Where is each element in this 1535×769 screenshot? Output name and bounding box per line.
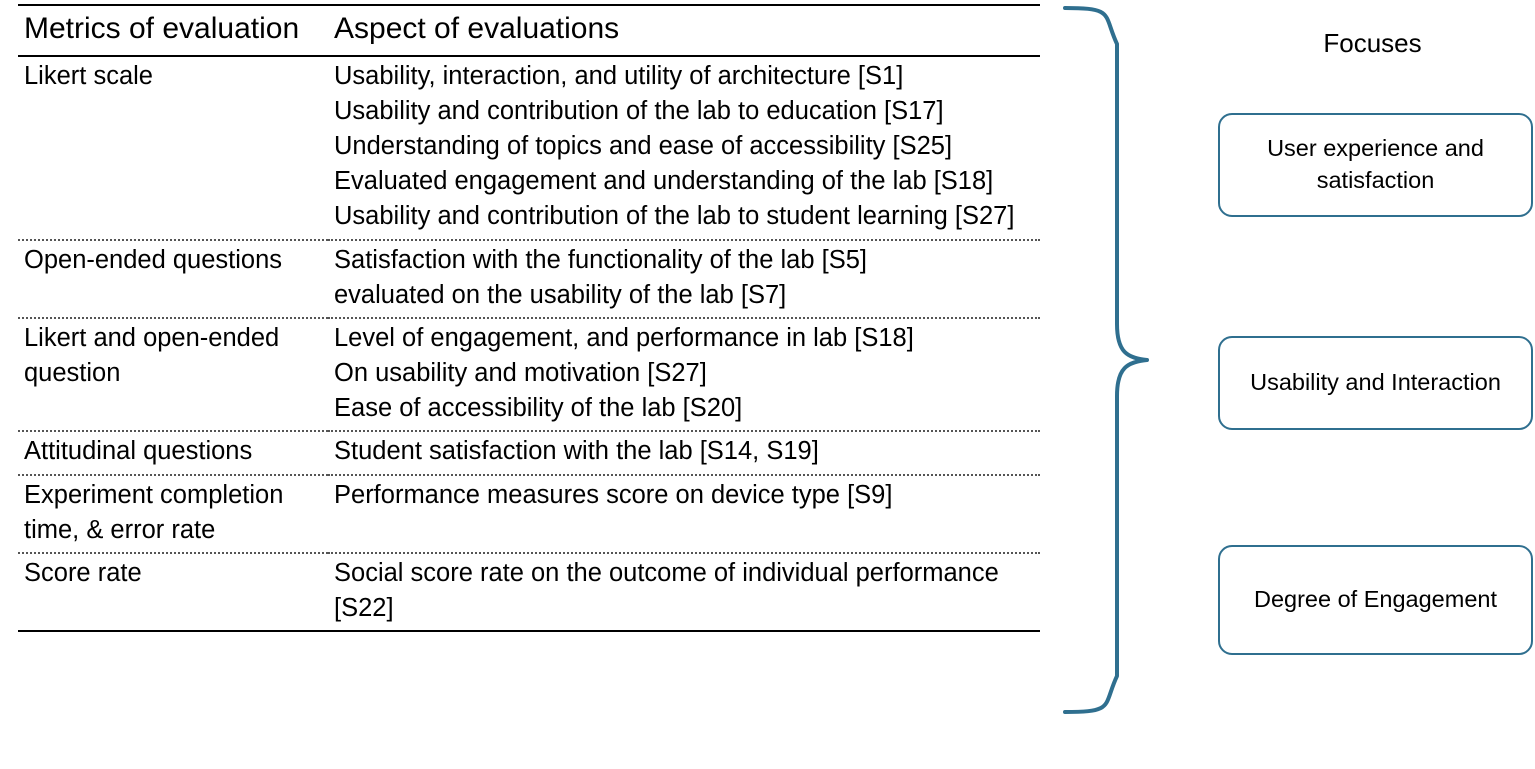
aspect-line: Usability and contribution of the lab to education [S17]	[334, 96, 944, 125]
aspect-cell	[328, 318, 1040, 432]
column-header-metrics: Metrics of evaluation	[18, 5, 328, 56]
table-row	[18, 475, 1040, 553]
table-head	[18, 5, 1040, 56]
table-row	[18, 318, 1040, 432]
aspect-line: On usability and motivation [S27]	[334, 359, 707, 388]
aspect-cell	[328, 475, 1040, 553]
aspect-line: evaluated on the usability of the lab [S7]	[334, 280, 787, 309]
aspect-line: Student satisfaction with the lab [S14, S19]	[334, 437, 819, 466]
aspect-line: Ease of accessibility of the lab [S20]	[334, 394, 743, 423]
aspect-cell	[328, 240, 1040, 318]
aspect-cell	[328, 431, 1040, 474]
table-header-row	[18, 5, 1040, 56]
column-header-aspects: Aspect of evaluations	[328, 5, 1040, 56]
focuses-column	[1210, 0, 1535, 769]
focus-box-usability-interaction: Usability and Interaction	[1218, 336, 1533, 430]
metric-cell: Experiment completion time, & error rate	[18, 475, 328, 553]
aspect-cell	[328, 56, 1040, 240]
table-row	[18, 431, 1040, 474]
metric-cell: Score rate	[18, 553, 328, 631]
focus-box-user-experience: User experience and satisfaction	[1218, 113, 1533, 217]
metrics-table-container	[18, 4, 1040, 632]
aspect-line: Evaluated engagement and understanding of the lab [S18]	[334, 167, 994, 196]
focuses-title: Focuses	[1323, 28, 1422, 58]
metric-cell: Attitudinal questions	[18, 431, 328, 474]
metrics-table	[18, 4, 1040, 632]
aspect-cell	[328, 553, 1040, 631]
aspect-line: Usability and contribution of the lab to student learning [S27]	[334, 202, 1015, 231]
focus-box-degree-of-engagement: Degree of Engagement	[1218, 545, 1533, 655]
aspect-line: Understanding of topics and ease of accessibility [S25]	[334, 131, 953, 160]
metric-cell: Likert and open-ended question	[18, 318, 328, 432]
metric-cell: Open-ended questions	[18, 240, 328, 318]
aspect-line: Usability, interaction, and utility of architecture [S1]	[334, 61, 904, 90]
curly-brace-bracket	[1055, 4, 1185, 716]
metric-cell: Likert scale	[18, 56, 328, 240]
aspect-line: Level of engagement, and performance in lab [S18]	[334, 323, 914, 352]
table-row	[18, 56, 1040, 240]
table-body	[18, 56, 1040, 632]
aspect-line: Social score rate on the outcome of individual performance [S22]	[334, 559, 999, 623]
table-row	[18, 240, 1040, 318]
table-row	[18, 553, 1040, 631]
aspect-line: Performance measures score on device type [S9]	[334, 480, 893, 509]
aspect-line: Satisfaction with the functionality of the lab [S5]	[334, 245, 867, 274]
